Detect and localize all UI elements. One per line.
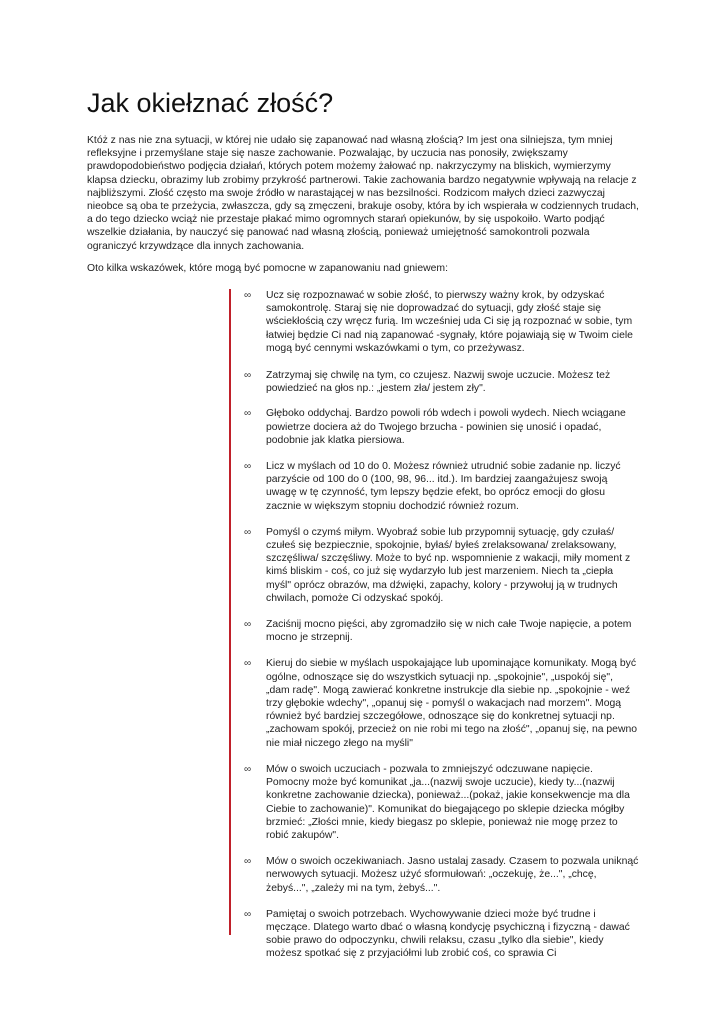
infinity-bullet-icon: ∞ — [244, 856, 252, 868]
list-item — [231, 407, 639, 447]
infinity-bullet-icon: ∞ — [244, 461, 252, 473]
tip-text: Pamiętaj o swoich potrzebach. Wychowywanie dzieci może być trudne i męczące. Dlatego warto dbać o własną kondycję psychiczną i fizyczną - dawać sobie prawo do odpoczynku, chwili relaksu, czasu „tylko dla siebie", kiedy możesz spotkać się z przyjaciółmi lub zrobić coś, co sprawia Ci — [266, 908, 630, 960]
tip-text: Ucz się rozpoznawać w sobie złość, to pierwszy ważny krok, by odzyskać samokontrolę. Staraj się nie doprowadzać do sytuacji, gdy złość staje się wściekłością czy wręcz furią. Im wcześniej uda Ci się ją rozpoznać w sobie, tym łatwiej będzie Ci nad nią zapanować -sygnały, które pojawiają się w Twoim ciele mogą być cennymi wskazówkami o tym, co przeżywasz. — [266, 290, 633, 354]
list-item — [231, 763, 639, 842]
tip-text: Zaciśnij mocno pięści, aby zgromadziło się w nich całe Twoje napięcie, a potem mocno je strzepnij. — [266, 619, 632, 644]
tip-text: Mów o swoich oczekiwaniach. Jasno ustalaj zasady. Czasem to pozwala uniknąć nerwowych sytuacji. Możesz użyć sformułowań: „oczekuję, że...", „chcę, żebyś...", „zależy mi na tym, żebyś...". — [266, 856, 639, 894]
tip-text: Pomyśl o czymś miłym. Wyobraź sobie lub przypomnij sytuację, gdy czułaś/ czułeś się bezpiecznie, spokojnie, byłaś/ byłeś zrelaksowana/ zrelaksowany, szczęśliwa/ szczęśliwy. Może to być np. wspomnienie z wakacji, miły moment z kimś bliskim - coś, co już się wydarzyło lub jest marzeniem. Niech ta „ciepła myśl" oprócz obrazów, ma dźwięki, zapachy, kolory - przywołuj ją w trudnych chwilach, pomoże Ci odzyskać spokój. — [266, 526, 631, 604]
list-item — [231, 526, 639, 605]
infinity-bullet-icon: ∞ — [244, 526, 252, 538]
infinity-bullet-icon: ∞ — [244, 658, 252, 670]
list-item — [231, 618, 639, 644]
infinity-bullet-icon: ∞ — [244, 370, 252, 382]
list-item — [231, 289, 639, 355]
list-item — [231, 460, 639, 513]
infinity-bullet-icon: ∞ — [244, 290, 252, 301]
infinity-bullet-icon: ∞ — [244, 619, 252, 631]
tip-text: Kieruj do siebie w myślach uspokajające lub upominające komunikaty. Mogą być ogólne, odnoszące się do wszystkich sytuacji np. „spokojnie", „uspokój się", „dam radę". Mogą zawierać konkretne instrukcje dla siebie np. „spokojnie - weź trzy głębokie wdechy", „opanuj się - pomyśl o wakacjach nad morzem". Mogą również być bardziej szczegółowe, odnoszące się do konkretnej sytuacji np. „zachowam spokój, przecież on nie robi mi tego na złość", „opanuj się, na pewno nie miał niczego złego na myśli" — [266, 658, 638, 749]
tips-list — [229, 289, 639, 960]
intro-paragraph: Któż z nas nie zna sytuacji, w której nie udało się zapanować nad własną złością? Im jest ona silniejsza, tym mniej refleksyjne i przemyślane staje się nasze zachowanie. Pozwalając, by uczucia nas ponosiły, zwiększamy prawdopodobieństwo podjęcia działań, których potem możemy żałować np. nakrzyczymy na bliskich, wymierzymy klapsa dziecku, obrazimy lub zrobimy przykrość partnerowi. Takie zachowania bardzo negatywnie wpływają na relacje z najbliższymi. Złość często ma swoje źródło w narastającej w nas bezsilności. Rodzicom małych dzieci zazwyczaj nieobce są oba te przeżycia, zwłaszcza, gdy są zmęczeni, brakuje osoby, która by ich wspierała w codziennych trudach, a do tego dziecko wciąż nie przestaje płakać mimo ogromnych starań opiekunów, by się uspokoiło. Warto podjąć wszelkie działania, by nauczyć się panować nad własną złością, ponieważ umiejętność samokontroli pozwala ograniczyć krzywdzące dla innych zachowania. — [87, 135, 639, 252]
list-item — [231, 908, 639, 961]
list-item — [231, 855, 639, 895]
page-title: Jak okiełznać złość? — [87, 88, 334, 118]
tip-text: Mów o swoich uczuciach - pozwala to zmniejszyć odczuwane napięcie. Pomocny może być komunikat „ja...(nazwij swoje uczucie), kiedy ty...(nazwij konkretne zachowanie dziecka), ponieważ...(pokaż, jakie konsekwencje ma dla Ciebie to zachowanie)". Komunikat do biegającego po sklepie dziecka mógłby brzmieć: „Złości mnie, kiedy biegasz po sklepie, ponieważ nie mogę przez to robić zakupów". — [266, 763, 630, 841]
infinity-bullet-icon: ∞ — [244, 763, 252, 775]
lead-paragraph: Oto kilka wskazówek, które mogą być pomocne w zapanowaniu nad gniewem: — [87, 263, 448, 274]
infinity-bullet-icon: ∞ — [244, 408, 252, 420]
tip-text: Licz w myślach od 10 do 0. Możesz również utrudnić sobie zadanie np. liczyć parzyście od 100 do 0 (100, 98, 96... itd.). Im bardziej zaangażujesz swoją uwagę w tę czynność, tym lepszy będzie efekt, bo oprócz emocji do głosu zacznie w większym stopniu dochodzić również rozum. — [266, 461, 621, 512]
infinity-bullet-icon: ∞ — [244, 908, 252, 920]
tip-text: Głęboko oddychaj. Bardzo powoli rób wdech i powoli wydech. Niech wciągane powietrze dociera aż do Twojego brzucha - powinien się unosić i opadać, podobnie jak klatka piersiowa. — [266, 408, 626, 446]
tip-text: Zatrzymaj się chwilę na tym, co czujesz. Nazwij swoje uczucie. Możesz też powiedzieć na głos np.: „jestem zła/ jestem zły". — [266, 370, 611, 395]
list-item — [231, 657, 639, 749]
list-item — [231, 369, 639, 395]
